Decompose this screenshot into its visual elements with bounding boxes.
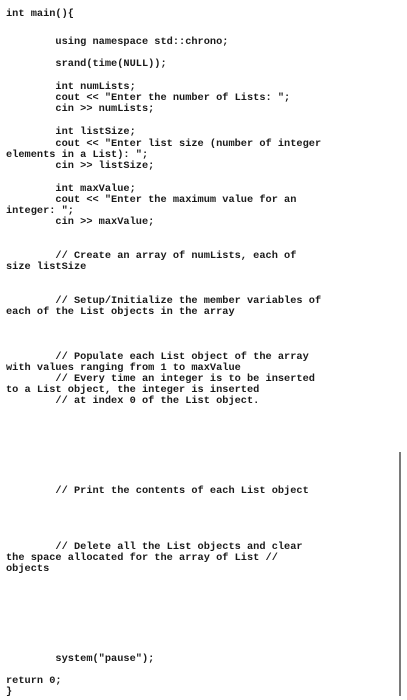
code-line: objects (6, 563, 50, 575)
code-line: cin >> numLists; (6, 103, 155, 115)
code-line: to a List object, the integer is inserted (6, 384, 260, 396)
code-line: using namespace std::chrono; (6, 36, 229, 48)
code-line: // Create an array of numLists, each of (6, 250, 297, 262)
scrollbar[interactable] (399, 452, 401, 696)
code-line: int maxValue; (6, 183, 136, 195)
code-line: each of the List objects in the array (6, 306, 235, 318)
code-line: // Setup/Initialize the member variables of (6, 295, 322, 307)
code-line: cin >> maxValue; (6, 216, 155, 228)
code-line: // Populate each List object of the array (6, 351, 309, 363)
code-line: int listSize; (6, 126, 136, 138)
code-line: srand(time(NULL)); (6, 58, 167, 70)
code-line: size listSize (6, 261, 87, 273)
code-line: return 0; (6, 675, 62, 687)
code-line: cin >> listSize; (6, 160, 155, 172)
code-listing (6, 8, 400, 698)
code-line: // Print the contents of each List object (6, 485, 309, 497)
code-line: cout << "Enter list size (number of integer (6, 138, 322, 150)
code-line: } (6, 686, 13, 698)
code-line: with values ranging from 1 to maxValue (6, 362, 241, 374)
code-line: // Every time an integer is to be inserted (6, 373, 315, 385)
code-line: cout << "Enter the number of Lists: "; (6, 92, 291, 104)
code-line: the space allocated for the array of List // (6, 552, 278, 564)
code-line: int numLists; (6, 81, 136, 93)
code-line: // Delete all the List objects and clear (6, 541, 303, 553)
code-line: elements in a List): "; (6, 149, 149, 161)
code-line: integer: "; (6, 205, 74, 217)
code-line: // at index 0 of the List object. (6, 395, 260, 407)
code-line: cout << "Enter the maximum value for an (6, 194, 297, 206)
code-line: system("pause"); (6, 653, 155, 665)
code-line: int main(){ (6, 8, 74, 20)
